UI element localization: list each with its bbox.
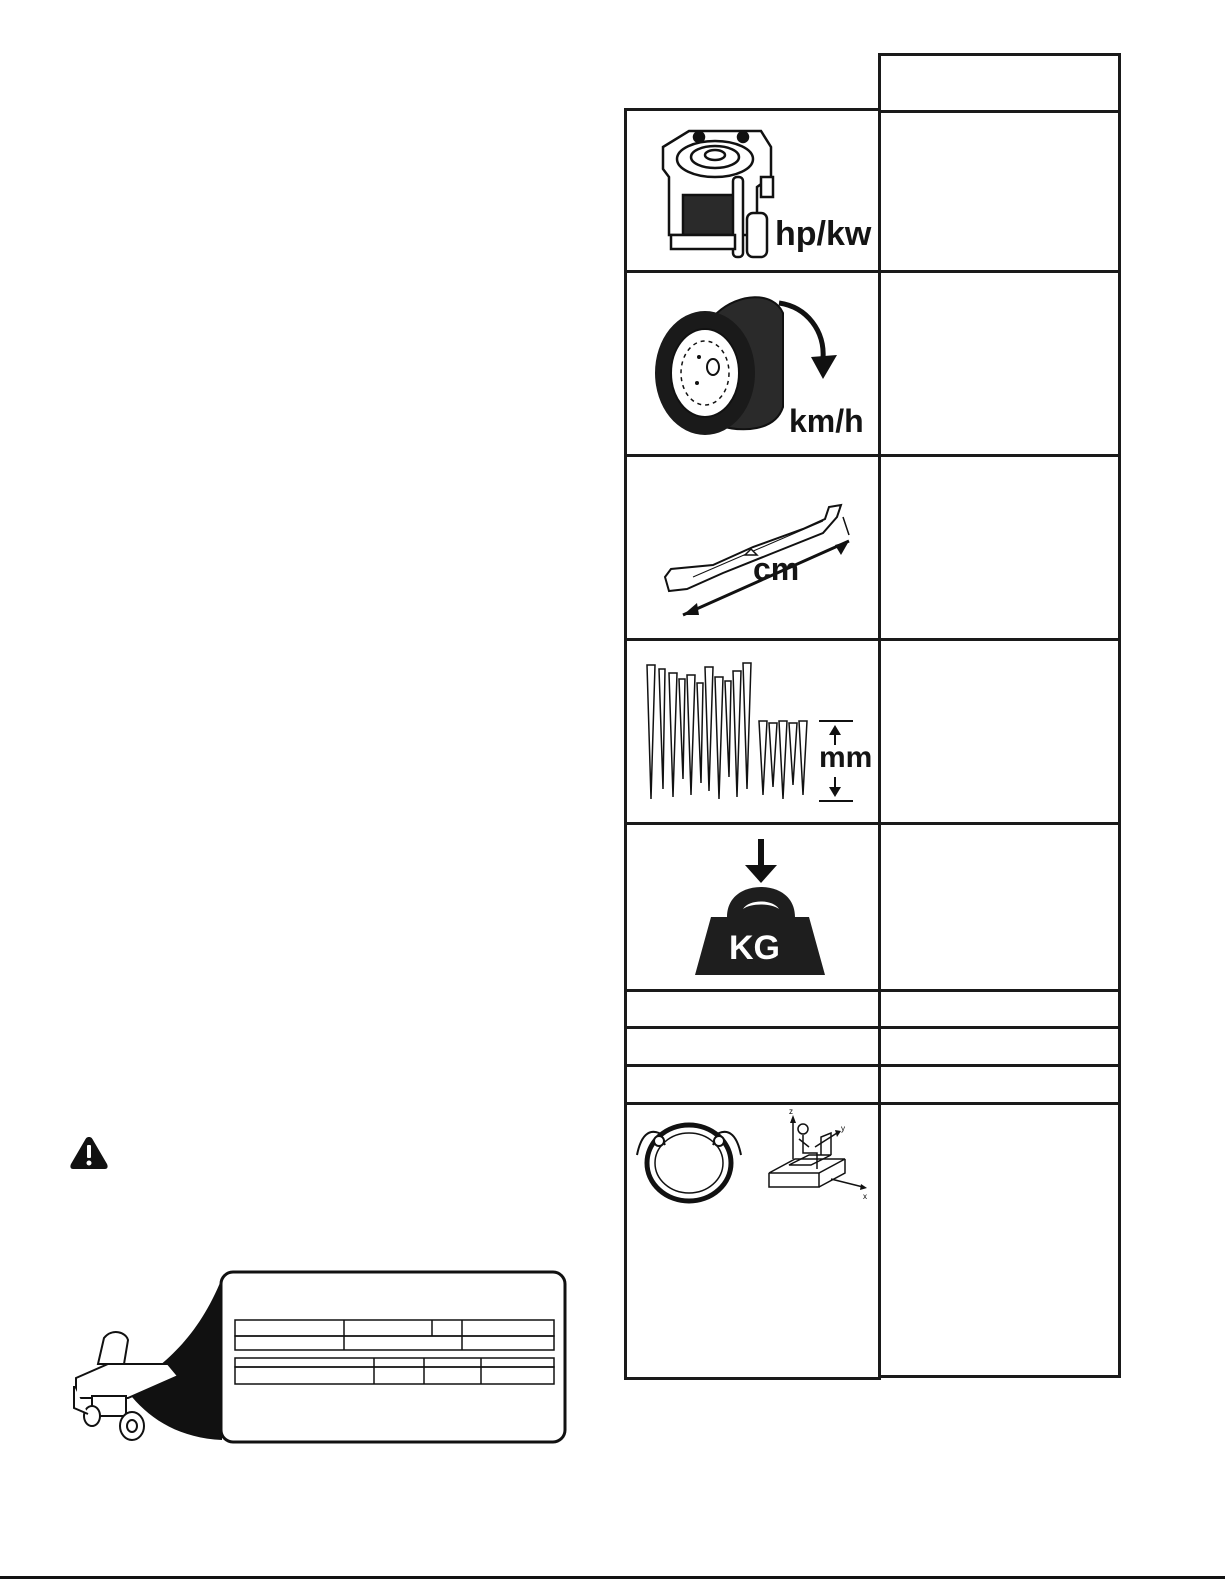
unit-label-speed: km/h — [789, 403, 864, 439]
spec-label-cell-blank-1 — [624, 989, 881, 1029]
spec-value-cell-blank-2 — [878, 1026, 1121, 1067]
engine-icon — [649, 117, 789, 267]
spec-icon-cell-cutting-width — [624, 454, 881, 641]
spec-value-cell-cutting-width — [878, 454, 1121, 641]
spec-value-cell-blank-3 — [878, 1064, 1121, 1105]
spec-value-cell-cutting-height — [878, 638, 1121, 825]
unit-label-cutting-width: cm — [753, 551, 800, 587]
spec-value-cell-weight — [878, 822, 1121, 992]
axis-label-y: y — [841, 1124, 845, 1133]
unit-label-cutting-height: mm — [819, 741, 873, 774]
warning-triangle-icon — [69, 1135, 109, 1171]
seat-vibration-axes-icon — [759, 1107, 871, 1207]
spec-icon-cell-cutting-height — [624, 638, 881, 825]
spec-value-cell-engine — [878, 110, 1121, 273]
unit-label-weight: KG — [729, 929, 780, 967]
unit-label-engine: hp/kw — [775, 215, 872, 253]
spec-icon-cell-weight — [624, 822, 881, 992]
spec-icon-cell-engine — [624, 108, 881, 273]
axis-label-z: z — [789, 1107, 793, 1116]
grass-height-icon — [643, 659, 873, 809]
spec-header-cell — [878, 53, 1121, 113]
tractor-label-icon — [68, 1268, 568, 1448]
axis-label-x: x — [863, 1192, 867, 1201]
steering-wheel-vibration-icon — [635, 1115, 745, 1205]
spec-icon-cell-vibration — [624, 1102, 881, 1380]
spec-value-cell-speed — [878, 270, 1121, 457]
spec-icon-cell-speed — [624, 270, 881, 457]
spec-value-cell-blank-1 — [878, 989, 1121, 1029]
page-bottom-rule — [0, 1576, 1225, 1579]
spec-value-cell-vibration — [878, 1102, 1121, 1378]
spec-label-cell-blank-2 — [624, 1026, 881, 1067]
spec-label-cell-blank-3 — [624, 1064, 881, 1105]
